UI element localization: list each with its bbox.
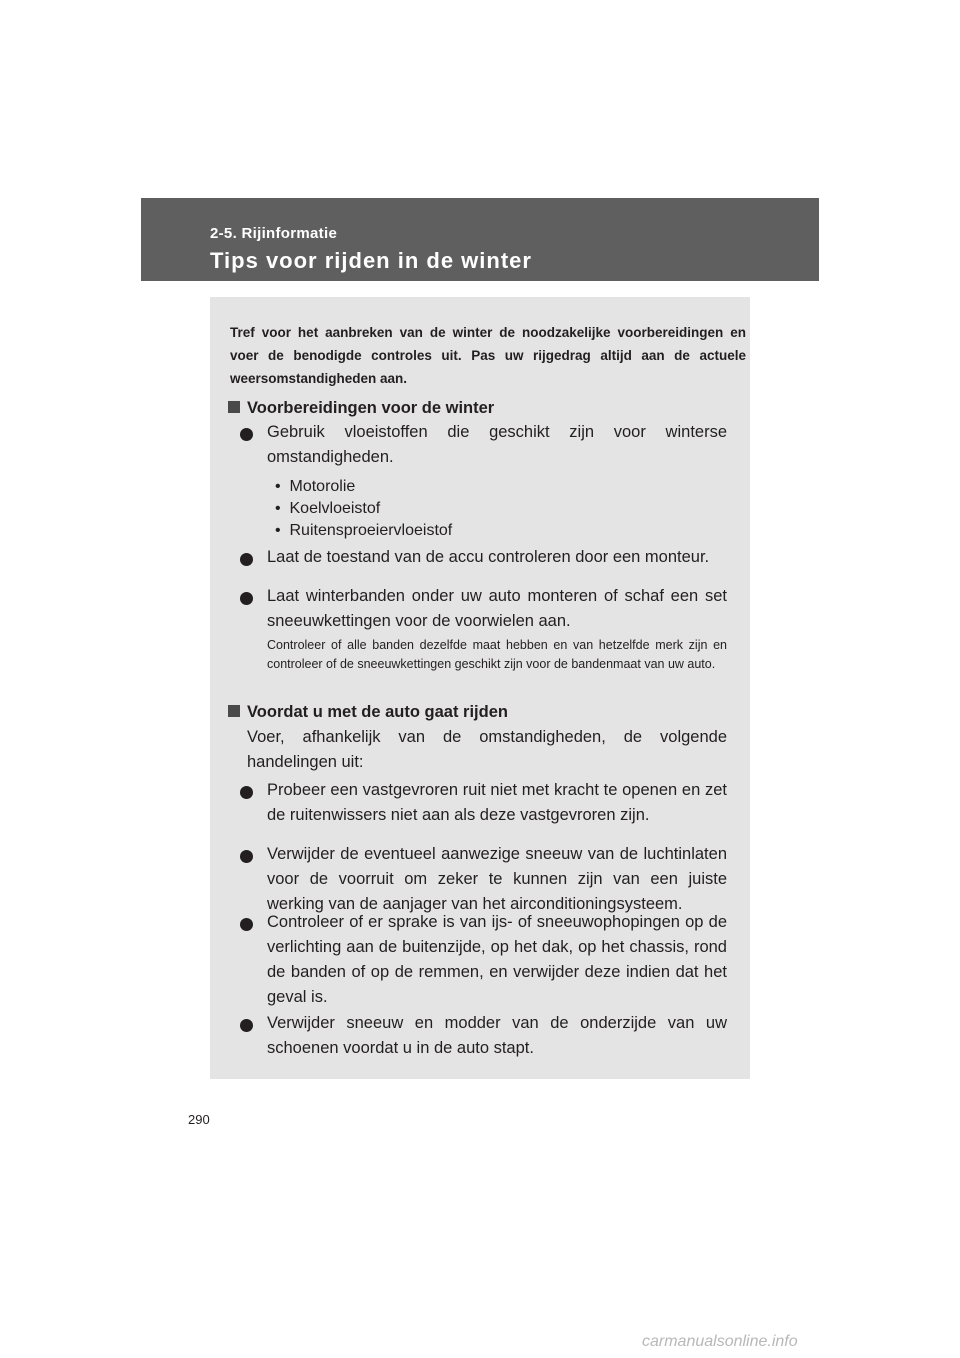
content-box bbox=[210, 297, 750, 1079]
section-heading-winter bbox=[228, 398, 494, 418]
page-title: Tips voor rijden in de winter bbox=[210, 248, 532, 273]
bullet-icon bbox=[240, 918, 253, 931]
bullet-icon bbox=[240, 553, 253, 566]
section-heading-before-driving bbox=[228, 702, 508, 722]
section-heading-text: Voorbereidingen voor de winter bbox=[247, 399, 495, 417]
bullet-text: Laat de toestand van de accu controleren door een monteur. bbox=[267, 548, 710, 566]
section-intro: Voer, afhankelijk van de omstandigheden, de volgende handelingen uit: bbox=[247, 728, 727, 771]
bullet-text: Controleer of er sprake is van ijs- of sneeuwophopingen op de verlichting aan de buitenzijde, op het dak, op het chassis, rond de banden of op de remmen, en verwijder deze indien dat het geval is. bbox=[267, 913, 727, 1006]
note-text: Controleer of alle banden dezelfde maat hebben en van hetzelfde merk zijn en controleer of de sneeuwkettingen geschikt zijn voor de bandenmaat van uw auto. bbox=[267, 638, 727, 671]
bullet-text: Verwijder sneeuw en modder van de onderzijde van uw schoenen voordat u in de auto stapt. bbox=[267, 1014, 727, 1057]
bullet-text: Gebruik vloeistoffen die geschikt zijn voor winterse omstandigheden. bbox=[267, 423, 727, 466]
sub-item: • Koelvloeistof bbox=[275, 500, 381, 517]
bullet-icon bbox=[240, 786, 253, 799]
square-bullet-icon bbox=[228, 401, 240, 413]
bullet-icon bbox=[240, 428, 253, 441]
watermark: carmanualsonline.info bbox=[642, 1333, 798, 1350]
bullet-icon bbox=[240, 592, 253, 605]
page-number: 290 bbox=[188, 1112, 210, 1127]
sub-item: • Motorolie bbox=[275, 478, 356, 495]
bullet-text: Probeer een vastgevroren ruit niet met kracht te openen en zet de ruitenwissers niet aan als deze vastgevroren zijn. bbox=[267, 781, 727, 824]
bullet-text: Verwijder de eventueel aanwezige sneeuw van de luchtinlaten voor de voorruit om zeker te kunnen zijn van een juiste werking van de aanjager van het airconditioningsysteem. bbox=[267, 845, 727, 913]
bullet-icon bbox=[240, 850, 253, 863]
intro-text: Tref voor het aanbreken van de winter de noodzakelijke voorbereidingen en voer de benodigde controles uit. Pas uw rijgedrag altijd aan de actuele weersomstandigheden aan. bbox=[230, 325, 746, 386]
chapter-header bbox=[141, 198, 819, 281]
sub-item: • Ruitensproeiervloeistof bbox=[275, 522, 453, 539]
square-bullet-icon bbox=[228, 705, 240, 717]
section-heading-text: Voordat u met de auto gaat rijden bbox=[247, 703, 508, 721]
bullet-icon bbox=[240, 1019, 253, 1032]
section-label: 2-5. Rijinformatie bbox=[210, 225, 338, 242]
bullet-text: Laat winterbanden onder uw auto monteren of schaf een set sneeuwkettingen voor de voorwielen aan. bbox=[267, 587, 727, 630]
